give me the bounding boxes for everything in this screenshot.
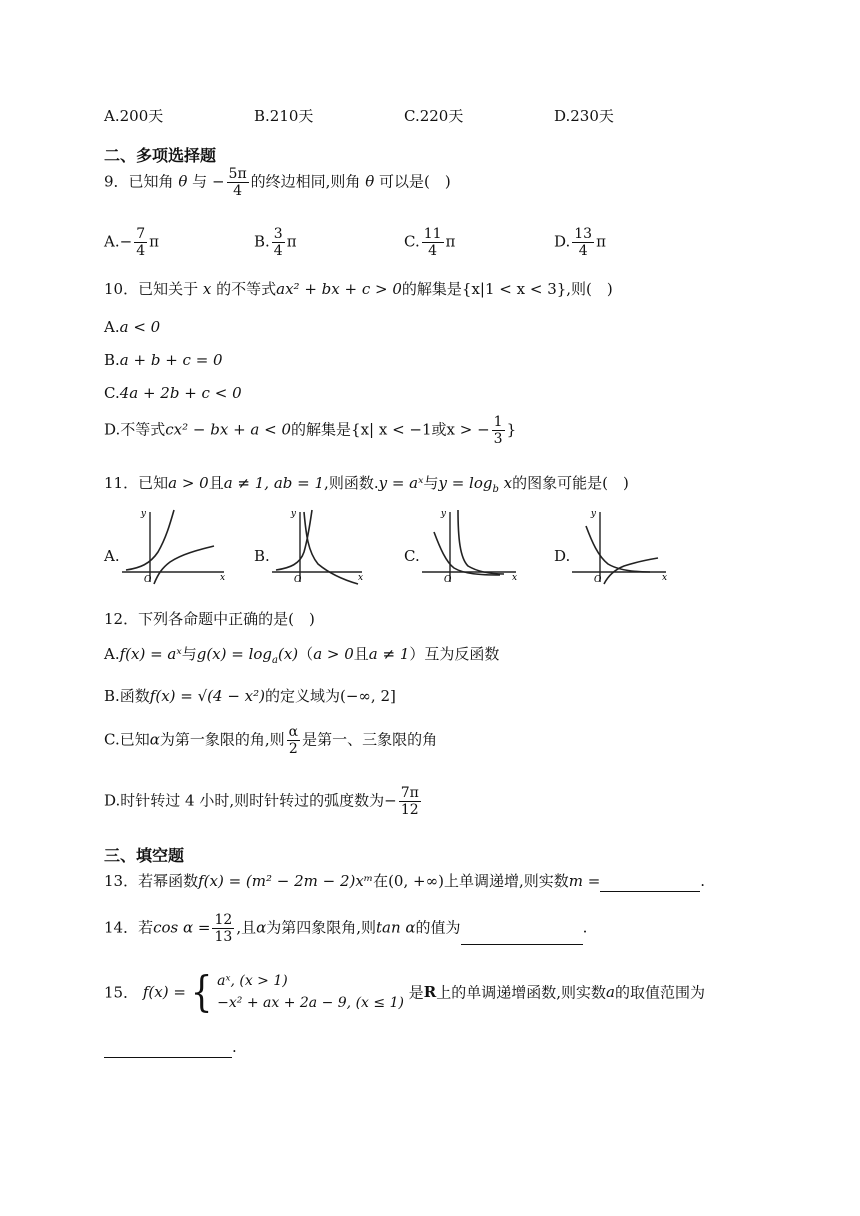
q9-stem [104,166,451,199]
q15-stem: 15． f(x) = { aˣ, (x > 1) −x² + ax + 2a − 9, (x ≤ 1) 是R上的单调递增函数,则实数a的取值范围为 [104,967,705,1017]
q10-option-c: C.4a + 2b + c < 0 [104,384,242,402]
q9-number: 9． [104,172,129,191]
q9-fraction: $\frac{5\pi}{4}$ [228,166,247,199]
x-axis-label: x [662,573,668,583]
x-axis-label: x [220,573,226,583]
section-heading-fill-in: 三、填空题 [104,846,185,865]
q12-option-a: A.f(x) = aˣ与$g(x) = \log_a(x)(a > 0$且a ≠ 1）互为反函数 [104,645,500,666]
q14-stem: 14．若cos α = $\frac{12}{13}$ ,且α为第四象限角,则tan α的值为 . [104,912,588,945]
q11-graph-b [270,508,370,586]
y-axis-label: y [290,509,296,519]
q9-option-d: D. $\frac{13}{4}$ π [554,226,606,259]
origin-label: O [144,575,152,585]
q11-graph-d [570,508,670,586]
q15-answer-line: . [104,1036,237,1058]
q13-stem: 13．若幂函数f(x) = (m² − 2m − 2)xᵐ在(0, +∞)上单调递增,则实数m = . [104,872,706,890]
q11-graph-label-a: A. [104,547,120,565]
x-axis-label: x [512,573,518,583]
q9-text: 与 [192,172,208,191]
q12-option-b: B.函数f(x) = √(4 − x²)的定义域为(−∞, 2] [104,687,396,705]
y-axis-label: y [590,509,596,519]
q11-graph-label-c: C. [404,547,420,565]
q9-text: 已知角 [128,172,174,191]
origin-label: O [444,575,452,585]
q9-option-c: C. $\frac{11}{4}$ π [404,226,456,259]
q11-graph-a [120,508,230,586]
q11-graph-label-b: B. [254,547,270,565]
q11-stem: 11．已知a > 0且a ≠ 1, ab = 1,则函数.y = aˣ与$y = \log_b x$的图象可能是( ) [104,474,629,495]
q9-text: 可以是( ) [379,172,451,191]
q11-graph-c [420,508,520,586]
q15-case-1: aˣ, (x > 1) [217,973,288,989]
q10-solution-set: {x|1 < x < 3} [461,280,567,298]
q15-case-2: −x² + ax + 2a − 9, (x ≤ 1) [217,995,404,1011]
q8-option-c: C.220天 [404,107,464,125]
q10-inequality: ax² + bx + c > 0 [276,280,402,298]
y-axis-label: y [440,509,446,519]
q10-stem: 10．已知关于 x 的不等式ax² + bx + c > 0的解集是{x|1 < x < 3},则( ) [104,280,613,298]
origin-label: O [294,575,302,585]
q9-text: 的终边相同,则角 [250,172,361,191]
origin-label: O [594,575,602,585]
q10-option-a: A.a < 0 [104,318,161,336]
q9-theta: θ [365,172,375,191]
q9-option-a: A.− $\frac{7}{4}$ π [104,226,159,259]
q11-graph-label-d: D. [554,547,571,565]
q8-option-d: D.230天 [554,107,614,125]
q9-minus: − [211,172,225,191]
q10-option-b: B.a + b + c = 0 [104,351,223,369]
q15-answer-blank[interactable] [104,1041,232,1058]
q8-option-b: B.210天 [254,107,314,125]
y-axis-label: y [140,509,146,519]
q10-option-d: D.不等式cx² − bx + a < 0的解集是{x| x < −1或x > − $\frac{1}{3}$ } [104,414,517,447]
q12-option-c: C.已知α为第一象限的角,则 $\frac{\alpha}{2}$ 是第一、三象限的角 [104,724,438,757]
q9-option-b: B. $\frac{3}{4}$ π [254,226,297,259]
q12-option-d: D.时针转过 4 小时,则时针转过的弧度数为− $\frac{7\pi}{12}$ [104,785,419,818]
section-heading-multiple-choice: 二、多项选择题 [104,146,217,165]
q9-theta: θ [178,172,188,191]
q13-answer-blank[interactable] [600,875,700,892]
q12-stem: 12．下列各命题中正确的是( ) [104,610,315,628]
x-axis-label: x [358,573,364,583]
q8-option-a: A.200天 [104,107,164,125]
q14-answer-blank[interactable] [461,928,583,945]
